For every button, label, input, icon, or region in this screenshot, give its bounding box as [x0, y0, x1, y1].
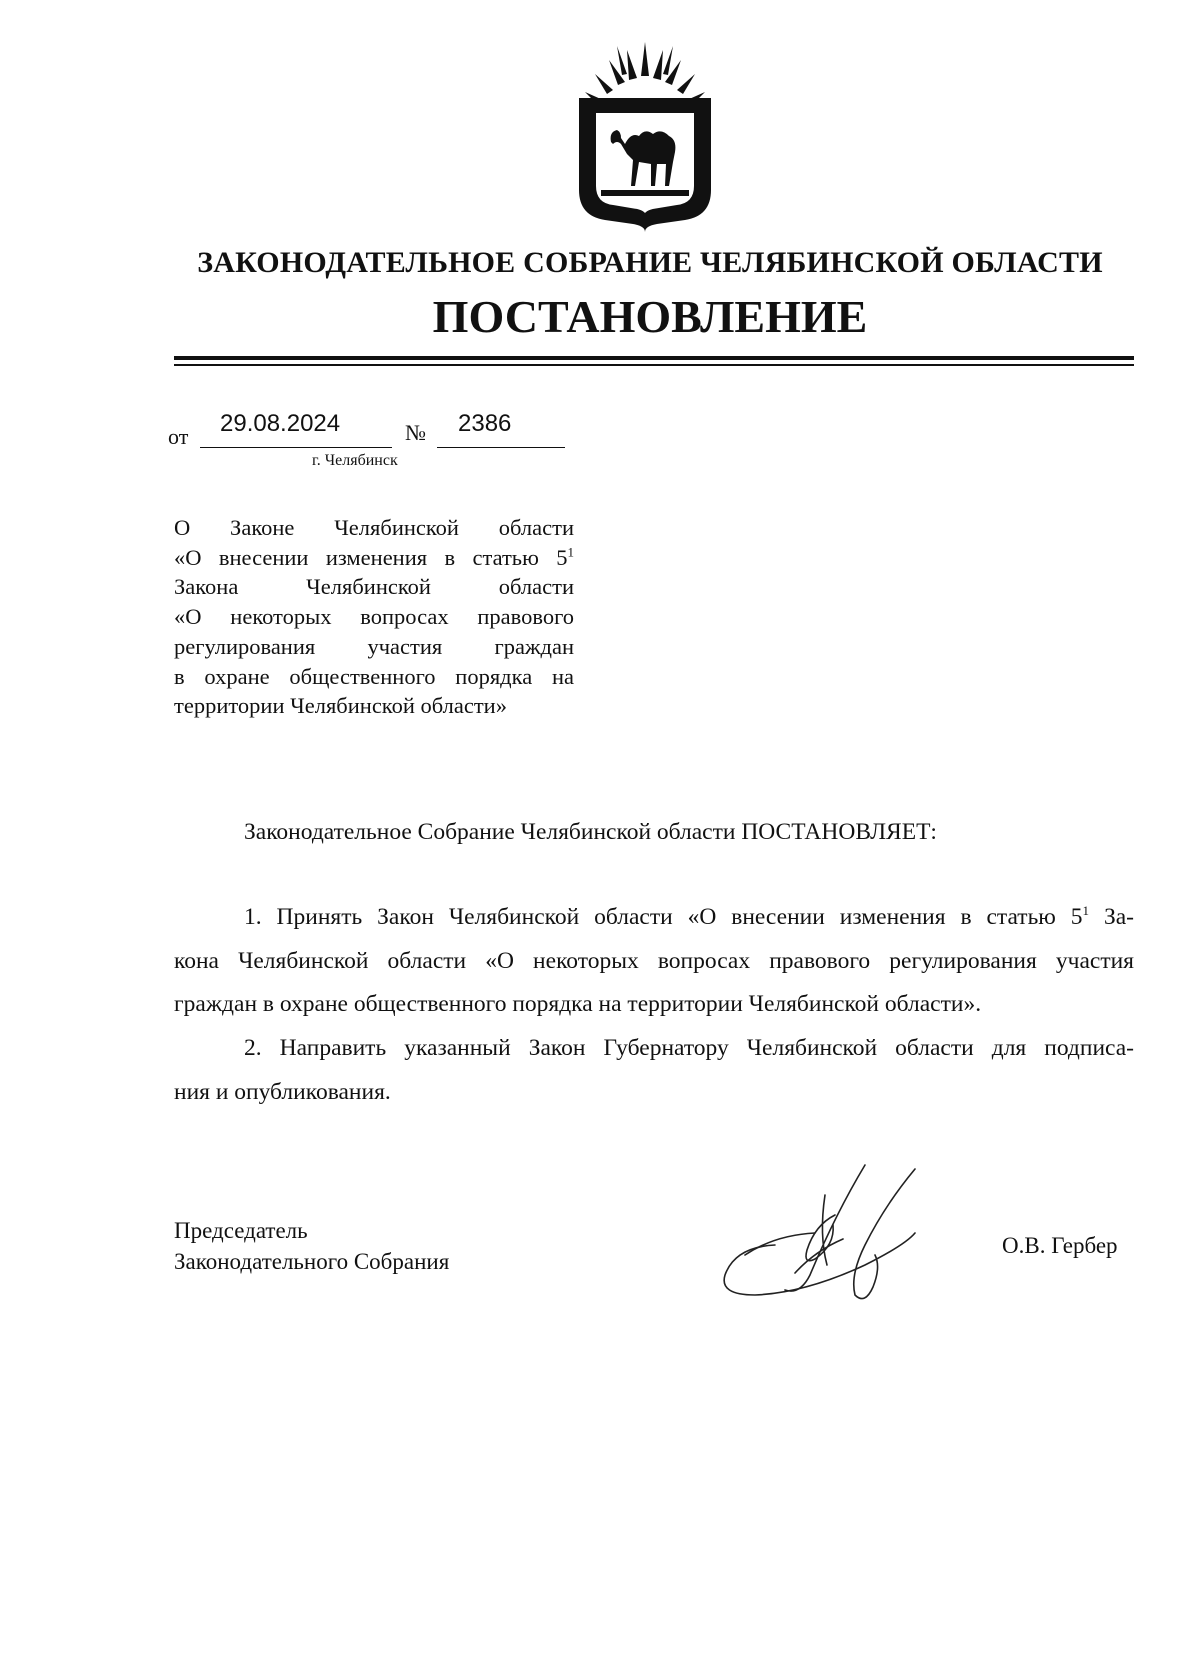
coat-of-arms-emblem — [565, 40, 725, 232]
signatory-title — [174, 1215, 449, 1277]
document-subject — [174, 513, 574, 721]
paragraph-line: 2. Направить указанный Закон Губернатору Челябинской области для подписа- — [244, 1035, 1134, 1061]
header-rule-thick — [174, 356, 1134, 360]
subject-line: территории Челябинской области» — [174, 693, 507, 719]
paragraph-line: кона Челябинской области «О некоторых вопросах правового регулирования участия — [174, 947, 1134, 974]
superscript: 1 — [567, 544, 574, 560]
paragraph-1 — [174, 896, 1134, 1027]
document-city: г. Челябинск — [312, 452, 398, 469]
date-underline — [200, 447, 392, 448]
subject-line: Закона Челябинской области — [174, 574, 574, 600]
subject-line: регулирования участия граждан — [174, 633, 574, 659]
signatory-name: О.В. Гербер — [1002, 1233, 1118, 1258]
subject-line: «О некоторых вопросах правового — [174, 604, 574, 630]
number-label: № — [405, 420, 426, 445]
paragraph-line: граждан в охране общественного порядка на территории Челябинской области». — [174, 991, 982, 1017]
subject-line: «О внесении изменения в статью $5^1$ — [174, 544, 574, 570]
document-type-title: ПОСТАНОВЛЕНИЕ — [432, 291, 868, 342]
subject-line: в охране общественного порядка на — [174, 663, 574, 689]
date-prefix-label: от — [168, 424, 189, 449]
signatory-title-line: Председатель — [174, 1218, 308, 1243]
header-rule-thin — [174, 364, 1134, 366]
document-date: 29.08.2024 — [220, 410, 341, 437]
paragraph-line: 1. Принять Закон Челябинской области «О внесении изменения в статью $5^1$ За- — [244, 903, 1134, 930]
number-underline — [437, 447, 565, 448]
paragraph-line: ния и опубликования. — [174, 1078, 391, 1105]
handwritten-signature — [715, 1155, 965, 1315]
subject-line: О Законе Челябинской области — [174, 515, 574, 540]
organization-title: ЗАКОНОДАТЕЛЬНОЕ СОБРАНИЕ ЧЕЛЯБИНСКОЙ ОБЛАСТИ — [197, 246, 1103, 279]
superscript: 1 — [1082, 903, 1090, 919]
document-number: 2386 — [458, 410, 512, 437]
resolution-preamble: Законодательное Собрание Челябинской области ПОСТАНОВЛЯЕТ: — [244, 819, 937, 845]
paragraph-2 — [174, 1027, 1134, 1114]
signatory-title-line: Законодательного Собрания — [174, 1249, 450, 1274]
